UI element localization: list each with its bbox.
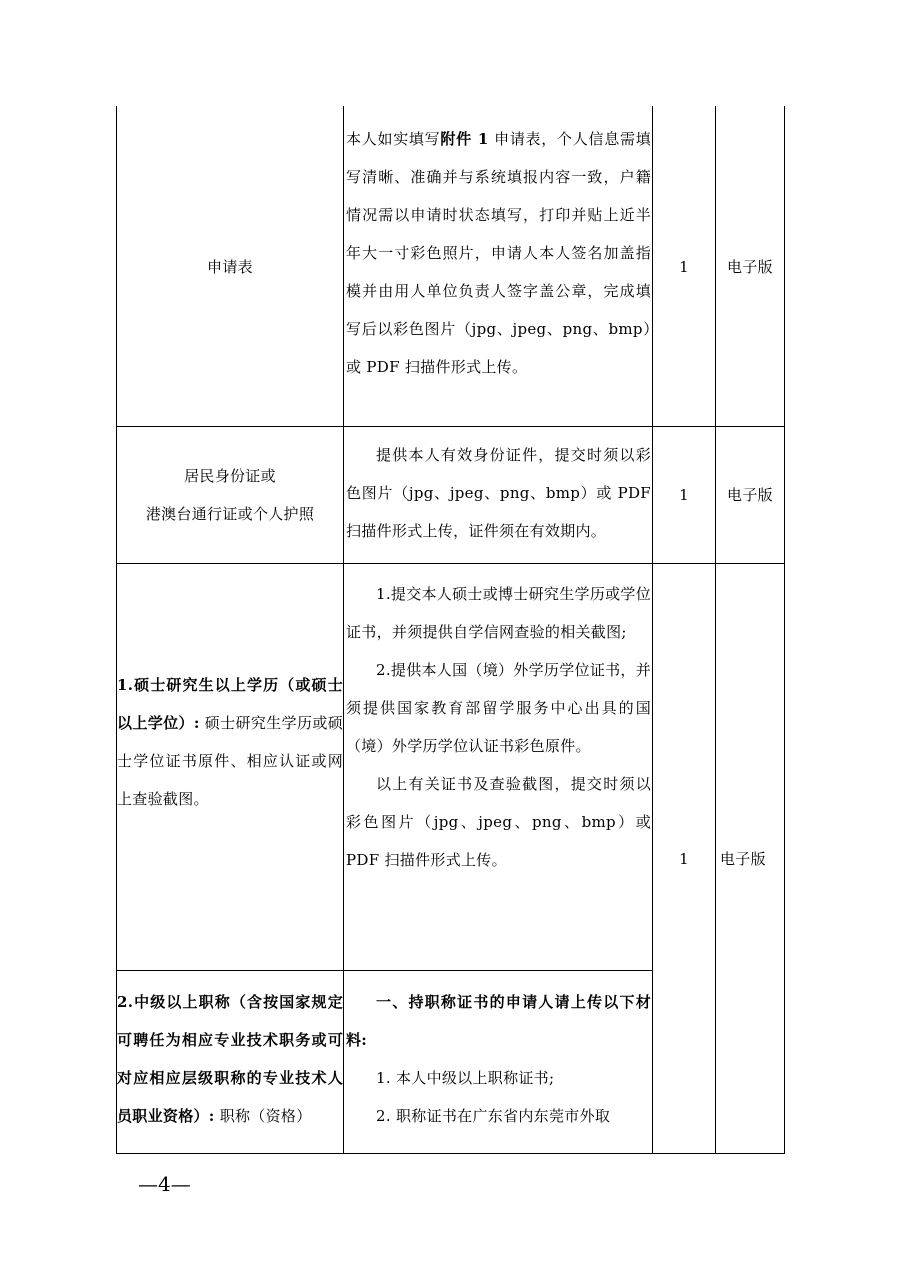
row-1-requirement-text [346, 120, 651, 386]
page-number: —4— [138, 1172, 191, 1196]
requirement-text-segment: 申请表，个人信息需填写清晰、准确并与系统填报内容一致，户籍情况需以申请时状态填写，打印并贴上近半年大一寸彩色照片，申请人本人签名加盖指模并由用人单位负责人签字盖公章，完成填写后以彩色图片（jpg、jpeg、png、bmp）或 PDF 扫描件形式上传。 [346, 130, 651, 376]
count-value: 1 [679, 849, 689, 868]
row-4-requirement [346, 983, 651, 1153]
row-4-name-text [117, 983, 343, 1135]
row-2-format [716, 427, 784, 563]
requirement-paragraph: 1.提交本人硕士或博士研究生学历或学位证书，并须提供自学信网查验的相关截图; [346, 585, 652, 641]
row-3-material-name [117, 666, 343, 846]
count-value: 1 [679, 257, 689, 276]
qualification-heading: 1.硕士研究生以上学历（或硕士以上学位）: [117, 676, 343, 732]
requirement-text-segment: 本人如实填写 [346, 130, 441, 148]
row-1-format [716, 107, 784, 426]
table-col-line-2 [343, 106, 344, 1154]
row-1-requirement [346, 120, 651, 426]
row-2-requirement [346, 436, 651, 563]
row-2-name-line: 港澳台通行证或个人护照 [145, 505, 315, 523]
row-1-name-line: 申请表 [207, 257, 253, 276]
format-value: 电子版 [727, 486, 773, 504]
row-3-name-text [117, 666, 343, 818]
row-1-count [653, 107, 715, 426]
format-value: 电子版 [727, 257, 773, 276]
format-value: 电子版 [720, 849, 766, 868]
row-4-material-name [117, 983, 343, 1153]
qualification-detail: 硕士研究生学历或硕士学位证书原件、相应认证或网上查验截图。 [117, 714, 343, 808]
row-2-name-line: 居民身份证或 [184, 467, 276, 485]
row-1-material-name [117, 107, 343, 426]
row-3-requirement [346, 575, 651, 970]
requirement-section-heading: 一、持职称证书的申请人请上传以下材料: [346, 993, 651, 1049]
row-2-requirement-text: 提供本人有效身份证件，提交时须以彩色图片（jpg、jpeg、png、bmp）或 PDF 扫描件形式上传，证件须在有效期内。 [346, 446, 651, 540]
count-value: 1 [679, 486, 689, 504]
table-col-line-5 [784, 106, 785, 1154]
row-2-material-name [117, 427, 343, 563]
requirement-paragraph: 1. 本人中级以上职称证书; [376, 1069, 555, 1087]
requirement-paragraph: 2.提供本人国（境）外学历学位证书，并须提供国家教育部留学服务中心出具的国（境）外学历学位认证书彩色原件。 [346, 661, 652, 755]
table-border-bottom [116, 1153, 785, 1154]
row-3-count [653, 564, 715, 1153]
requirement-paragraph: 2. 职称证书在广东省内东莞市外取 [376, 1107, 611, 1125]
title-qualification-heading: 2.中级以上职称（含按国家规定可聘任为相应专业技术职务或可对应相应层级职称的专业技术人员职业资格）: [117, 993, 343, 1125]
title-qualification-detail: 职称（资格） [214, 1107, 312, 1125]
attachment-reference: 附件 1 [440, 130, 489, 148]
row-3-format [716, 564, 784, 1153]
row-2-count [653, 427, 715, 563]
table-row-line-3 [116, 970, 653, 971]
requirement-paragraph: 以上有关证书及查验截图，提交时须以彩色图片（jpg、jpeg、png、bmp）或 PDF 扫描件形式上传。 [346, 775, 651, 869]
